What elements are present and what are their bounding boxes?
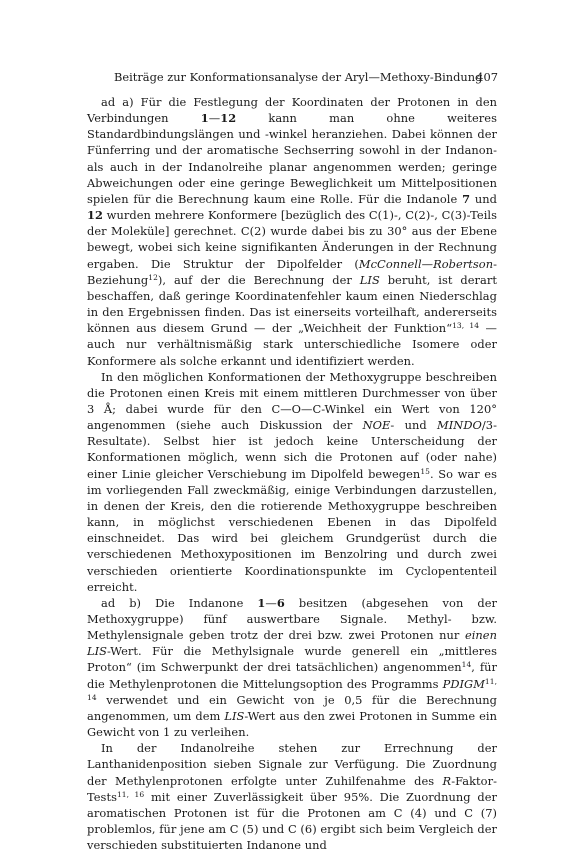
text-run: mit einer Zuverlässigkeit über 95%. Die Zuordnung der aromatischen Protonen ist für die Protonen am C (4) und C (7) problemlos, für jene am C (5) und C (6) ergibt sich beim Vergleich der verschieden substituierten Indanone und <box>87 789 498 853</box>
text-run: -Wert. Für die Methylsignale wurde generell ein „mittleres Proton“ (im Schwerpunkt der drei tatsächlichen) angenommen <box>87 644 497 675</box>
text-run: -Faktor-Tests <box>87 773 497 804</box>
text-run: wurden mehrere Konformere [bezüglich des C(1)-, C(2)-, C(3)-Teils der Moleküle] gerechnet. C(2) wurde dabei bis zu 30° aus der Ebene bewegt, wobei sich keine signifikanten Änderungen in der Rechnung ergaben. Die Struktur der Dipolfelder ( <box>87 208 497 271</box>
reference-superscript: 15 <box>420 466 430 476</box>
text-run: ad a) Für die Festlegung der Koordinaten der Protonen in den Verbindungen <box>87 95 497 126</box>
running-head <box>88 69 498 85</box>
text-run: , für die Methylenprotonen die Mittelungsoption des Programms <box>87 660 497 691</box>
reference-superscript: 11, 14 <box>87 676 497 702</box>
text-run: -Beziehung <box>87 256 497 287</box>
text-run: -Wert aus den zwei Protonen in Summe ein Gewicht von 1 zu verleihen. <box>87 708 498 740</box>
text-run: besitzen (abgesehen von der Methoxygruppe) fünf auswertbare Signale. Methyl- bzw. Methylensignale geben trotz der drei bzw. zwei Protonen nur <box>87 595 497 643</box>
italic-term: MINDO <box>437 418 482 433</box>
paragraph-ad-b <box>87 595 497 740</box>
text-run: — <box>208 111 221 126</box>
author-names: McConnell—Robertson <box>358 256 494 271</box>
compound-number: 1 <box>200 111 209 126</box>
italic-term: LIS <box>359 272 380 287</box>
running-title: Beiträge zur Konformationsanalyse der Aryl—Methoxy-Bindung <box>114 70 483 84</box>
reference-superscript: 12 <box>148 272 158 282</box>
body-text <box>87 94 497 853</box>
italic-term: LIS <box>224 708 245 723</box>
text-run: ad b) Die Indanone <box>101 595 258 610</box>
compound-number: 7 <box>462 191 471 206</box>
text-run: - und <box>390 418 438 433</box>
compound-number: 12 <box>220 111 237 126</box>
italic-term: R <box>442 773 452 788</box>
text-run: — auch nur verhältnismäßig stark unterschiedliche Isomere oder Konformere als solche erkannt und identifiziert werden. <box>87 321 497 368</box>
program-name: PDIGM <box>442 676 485 691</box>
reference-superscript: 13, 14 <box>452 321 480 331</box>
page-number: 407 <box>476 70 498 84</box>
text-run: — <box>265 595 277 610</box>
paragraph-ad-a <box>87 94 497 369</box>
text-run: In der Indanolreihe stehen zur Errechnung der Lanthanidenposition sieben Signale zur Verfügung. Die Zuordnung der Methylenprotonen erfolgte unter Zuhilfenahme des <box>87 741 497 788</box>
compound-number: 12 <box>87 208 103 223</box>
paragraph-methoxy <box>87 369 497 595</box>
reference-superscript: 14 <box>461 660 472 670</box>
text-run: . So war es im vorliegenden Fall zweckmäßig, einige Verbindungen darzustellen, in denen der Kreis, den die rotierende Methoxygruppe beschreiben kann, in möglichst verschiedenen Ebenen in das Dipolfeld einschneidet. Das wird bei gleichem Grundgerüst durch die verschiedenen Methoxypositionen im Benzolring und durch zwei verschieden orientierte Koordinationspunkte im Cyclopententeil erreicht. <box>87 466 497 594</box>
italic-term: einen LIS <box>87 628 497 659</box>
compound-number: 1 <box>257 595 266 610</box>
text-run: verwendet und ein Gewicht von je 0,5 für die Berechnung angenommen, um dem <box>87 692 497 723</box>
compound-number: 6 <box>276 595 285 610</box>
text-run: ), auf der die Berechnung der <box>157 272 360 287</box>
text-run: kann man ohne weiteres Standardbindungslängen und -winkel heranziehen. Dabei können der Fünferring und der aromatische Sechserring sowohl in der Indanon- als auch in der Indanolreihe planar angenommen werden; geringe Abweichungen oder eine geringe Beweglichkeit um Mittelpositionen spielen für die Berechnung kaum eine Rolle. Für die Indanole <box>87 111 497 206</box>
text-run: beruht, ist derart beschaffen, daß geringe Koordinatenfehler kaum einen Niederschlag in den Ergebnissen finden. Das ist einerseits vorteilhaft, andererseits können aus diesem Grund — der „Weichheit der Funktion“ <box>87 272 497 336</box>
text-run: und <box>470 191 497 206</box>
reference-superscript: 11, 16 <box>116 789 145 799</box>
text-run: /3-Resultate). Selbst hier ist jedoch keine Unterscheidung der Konformationen möglich, wenn sich die Protonen auf (oder nahe) einer Linie gleicher Verschiebung im Dipolfeld bewegen <box>87 418 497 481</box>
text-run: In den möglichen Konformationen der Methoxygruppe beschreiben die Protonen einen Kreis mit einem mittleren Durchmesser von über 3 Å; dabei wurde für den C—O—C-Winkel ein Wert von 120° angenommen (siehe auch Diskussion der <box>87 369 497 433</box>
paragraph-indanol <box>87 740 497 853</box>
italic-term: NOE <box>362 418 391 433</box>
